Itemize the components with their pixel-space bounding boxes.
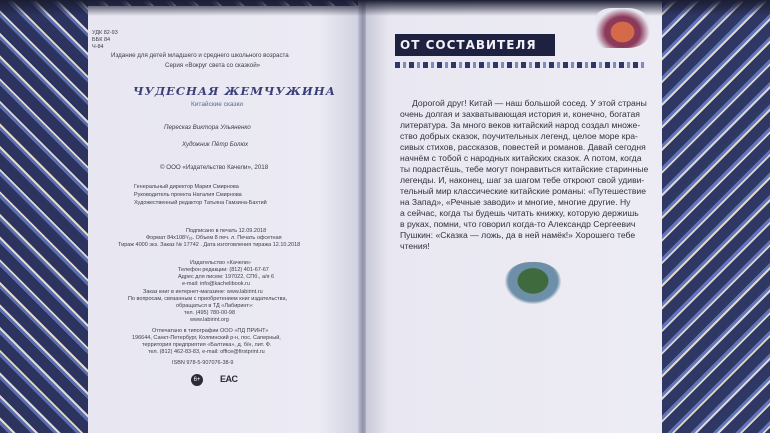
body-text-line: ство добрых сказок, поучительных легенд, целое море кра-: [400, 131, 638, 141]
printing-line: тел. (812) 462-83-83, e-mail: office@firstprint.ru: [148, 349, 265, 355]
body-text-line: легенды. И, наконец, шаг за шагом тебе откроют свой удиви-: [400, 175, 645, 185]
body-text-line: Пушкин: «Сказка — ложь, да в ней намёк!» Хорошего тебе: [400, 230, 636, 240]
body-text-line: сивых стихов, рассказов, повестей и романов. Давай сегодня: [400, 142, 646, 152]
publisher-line: Адрес для писем: 197022, СПб., а/я 6: [178, 274, 275, 280]
udc-code: УДК 82-93: [92, 30, 118, 36]
top-shadow: [0, 0, 770, 16]
series-line: Серия «Вокруг света со сказкой»: [165, 62, 261, 69]
shop-line: обращаться в ТД «Лабиринт»:: [176, 303, 254, 309]
left-page: [88, 6, 360, 433]
shop-line: тел. (495) 780-00-98: [184, 310, 236, 316]
body-text-line: а сейчас, когда ты будешь читать книжку, которую держишь: [400, 208, 639, 218]
body-text-line: начнём с тобой с народных китайских сказок. А потом, когда: [400, 153, 642, 163]
staff-line: Генеральный директор Мария Смирнова: [134, 184, 239, 190]
shop-line: Заказ книг в интернет-магазине: www.labirint.ru: [143, 289, 263, 295]
age-line: Издание для детей младшего и среднего школьного возраста: [111, 52, 289, 59]
island-illustration: [505, 262, 561, 304]
body-text-line: литература. За много веков китайский народ создал множе-: [400, 120, 641, 130]
book-title: ЧУДЕСНАЯ ЖЕМЧУЖИНА: [133, 84, 336, 98]
body-text-line: тельный мир классические китайские романы: «Путешествие: [400, 186, 647, 196]
staff-line: Художественный редактор Татьяна Гамзина-Бахтий: [134, 200, 267, 206]
body-text-line: в руках, помни, что говорил когда-то Александр Сергеевич: [400, 219, 636, 229]
shop-line: www.labirint.org: [190, 317, 229, 323]
staff-line: Руководитель проекта Наталия Смирнова: [134, 192, 242, 198]
publisher-line: e-mail: info@kachelibook.ru: [182, 281, 250, 287]
body-text-line: ты подрастёшь, тебе могут понравиться китайские старинные: [400, 164, 649, 174]
print-info-line: Тираж 4000 экз. Заказ № 17742 . Дата изготовления тиража 12.10.2018: [118, 242, 301, 248]
printing-line: 196644, Санкт-Петербург, Колпинский р-н, пос. Саперный,: [132, 335, 281, 341]
age-rating-badge: 6+: [191, 374, 203, 386]
printing-line: Отпечатано в типографии ООО «ПД ПРИНТ»: [152, 328, 269, 334]
book-subtitle: Китайские сказки: [191, 101, 243, 108]
section-heading: ОТ СОСТАВИТЕЛЯ: [400, 38, 537, 52]
artist-credit: Художник Пётр Болюх: [182, 141, 249, 148]
print-info-line: Формат 84х108¹/₁₆. Объем 8 печ. л. Печать офсетная: [146, 235, 282, 241]
isbn: ISBN 978-5-907076-38-9: [172, 360, 234, 366]
copyright-line: © ООО «Издательство Качели», 2018: [160, 164, 269, 171]
author-code: Ч-84: [92, 44, 104, 50]
publisher-line: Издательство «Качели»: [190, 260, 251, 266]
ornamental-stripe: [395, 62, 645, 68]
body-text-line: чтения!: [400, 241, 430, 251]
printing-line: территория предприятия «Балтика», д. б/н, лит. Ф.: [142, 342, 272, 348]
body-text-line: очень долгая и захватывающая история и, конечно, богатая: [400, 109, 640, 119]
ornamental-border-right: [662, 0, 770, 433]
print-info-line: Подписано в печать 12.09.2018: [186, 228, 267, 234]
body-text-line: Дорогой друг! Китай — наш большой сосед. У этой страны: [412, 98, 647, 108]
eac-mark: EAC: [220, 374, 238, 384]
body-text-line: на Запад», «Речные заводи» и многие, многие другие. Ну: [400, 197, 631, 207]
ornamental-border-left: [0, 0, 88, 433]
pagoda-illustration: [595, 8, 650, 48]
retelling-credit: Пересказ Виктора Ульяненко: [164, 124, 251, 131]
shop-line: По вопросам, связанным с приобретением книг издательства,: [128, 296, 288, 302]
publisher-line: Телефон редакции: (812) 401-67-67: [178, 267, 269, 273]
bbk-code: ББК 84: [92, 37, 111, 43]
